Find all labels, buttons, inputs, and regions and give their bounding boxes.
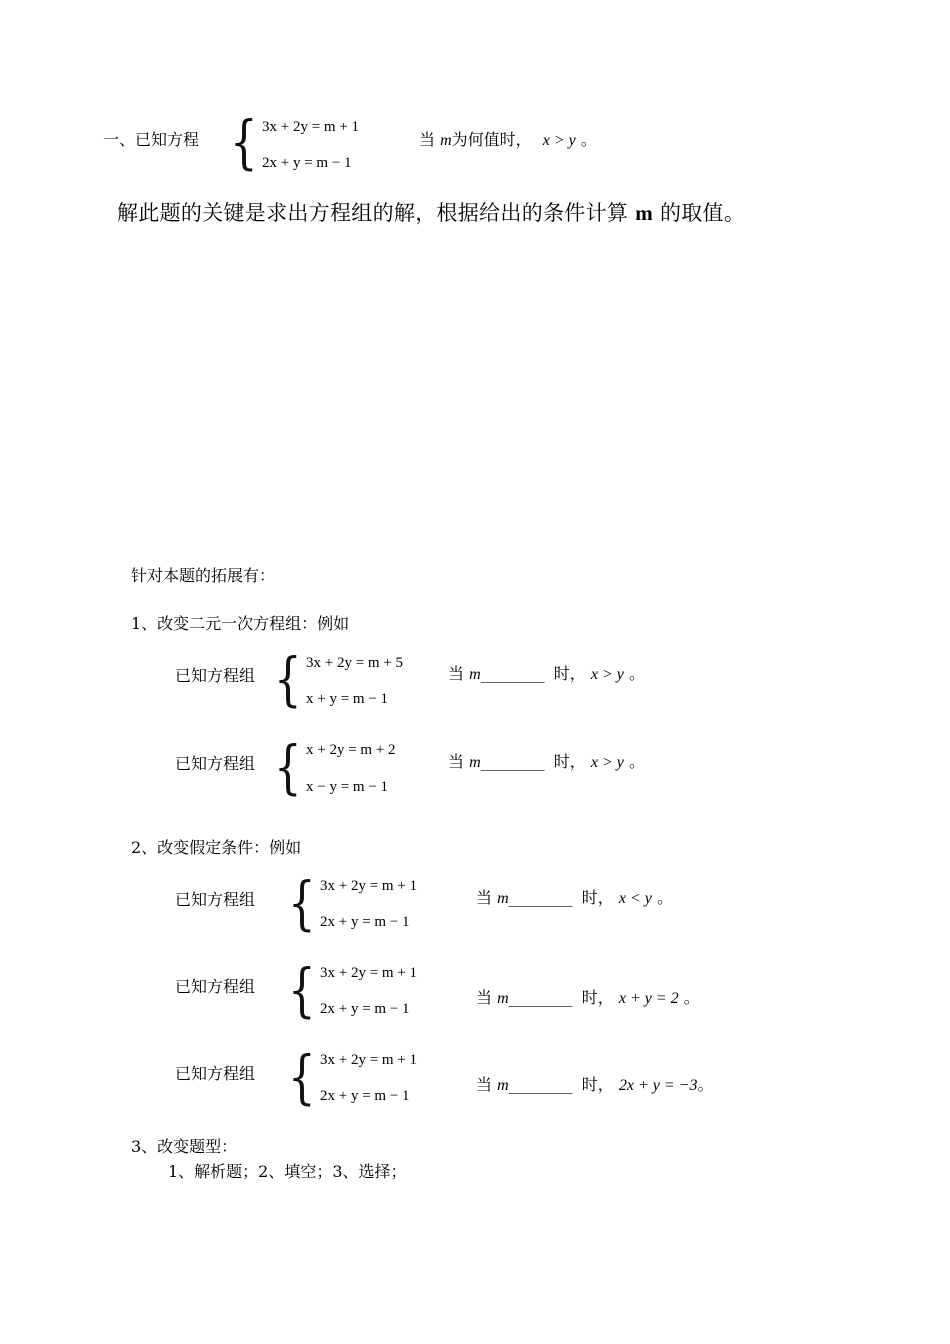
- item-label: 已知方程组: [175, 754, 256, 773]
- item-equation-1: 3x + 2y = m + 1: [320, 1052, 418, 1068]
- item-question: [476, 1075, 713, 1096]
- end-mark: 。: [628, 664, 645, 683]
- item-condition: x + y = 2: [618, 990, 679, 1007]
- item-label: 已知方程组: [175, 666, 256, 685]
- end-mark: 。: [697, 1075, 714, 1094]
- left-brace-icon: {: [230, 108, 258, 176]
- item-equation-2: 2x + y = m − 1: [320, 1088, 410, 1104]
- section-3-title: 3、改变题型：: [131, 1137, 238, 1156]
- item-equation-1: 3x + 2y = m + 1: [320, 965, 418, 981]
- item-question: [476, 988, 700, 1009]
- item-equation-1: x + 2y = m + 2: [306, 742, 396, 758]
- item-equation-2: 2x + y = m − 1: [320, 914, 410, 930]
- item-question: [476, 888, 673, 909]
- when-prefix: 当: [448, 752, 465, 771]
- answer-blank: ________: [480, 664, 545, 683]
- answer-blank: ________: [508, 988, 573, 1007]
- answer-blank: ________: [508, 1075, 573, 1094]
- problem-equation-1: 3x + 2y = m + 1: [262, 119, 360, 135]
- item-condition: 2x + y = −3: [618, 1077, 698, 1094]
- when-prefix: 当: [448, 664, 465, 683]
- when-prefix: 当: [419, 130, 436, 149]
- item-condition: x > y: [590, 754, 624, 771]
- variable-m: m: [497, 990, 509, 1007]
- time-word: 时，: [581, 988, 614, 1007]
- time-word: 时，: [553, 664, 586, 683]
- hint-bold-m: m: [635, 201, 653, 225]
- item-question: [448, 752, 645, 773]
- hint-part-2: 的取值。: [652, 201, 746, 225]
- end-mark: 。: [683, 988, 700, 1007]
- time-word: 时，: [581, 1075, 614, 1094]
- item-equation-2: 2x + y = m − 1: [320, 1001, 410, 1017]
- left-brace-icon: {: [288, 869, 316, 937]
- item-condition: x < y: [618, 890, 652, 907]
- when-prefix: 当: [476, 988, 493, 1007]
- when-prefix: 当: [476, 1075, 493, 1094]
- item-question: [448, 664, 645, 685]
- section-2-title: 2、改变假定条件：例如: [131, 838, 302, 857]
- end-mark: 。: [656, 888, 673, 907]
- time-word: 时，: [553, 752, 586, 771]
- hint-text: [117, 200, 745, 226]
- when-suffix: 为何值时，: [451, 130, 532, 149]
- item-label: 已知方程组: [175, 977, 256, 996]
- item-equation-2: x + y = m − 1: [306, 691, 389, 707]
- problem-question: [419, 130, 597, 151]
- left-brace-icon: {: [288, 956, 316, 1024]
- extension-title: 针对本题的拓展有：: [131, 566, 276, 585]
- item-label: 已知方程组: [175, 1064, 256, 1083]
- variable-m: m: [497, 1077, 509, 1094]
- section-1-title: 1、改变二元一次方程组：例如: [131, 614, 350, 633]
- variable-m: m: [497, 890, 509, 907]
- problem-label: 一、已知方程: [103, 130, 200, 149]
- when-prefix: 当: [476, 888, 493, 907]
- variable-m: m: [469, 754, 481, 771]
- item-condition: x > y: [590, 666, 624, 683]
- problem-condition: x > y: [542, 132, 576, 149]
- answer-blank: ________: [480, 752, 545, 771]
- problem-equation-2: 2x + y = m − 1: [262, 155, 352, 171]
- section-3-body: 1、解析题；2、填空；3、选择；: [168, 1162, 407, 1181]
- variable-m: m: [440, 132, 452, 149]
- item-equation-2: x − y = m − 1: [306, 779, 389, 795]
- left-brace-icon: {: [288, 1043, 316, 1111]
- end-mark: 。: [628, 752, 645, 771]
- left-brace-icon: {: [274, 733, 302, 801]
- variable-m: m: [469, 666, 481, 683]
- time-word: 时，: [581, 888, 614, 907]
- item-equation-1: 3x + 2y = m + 1: [320, 878, 418, 894]
- hint-part-1: 解此题的关键是求出方程组的解，根据给出的条件计算: [117, 201, 636, 225]
- answer-blank: ________: [508, 888, 573, 907]
- item-label: 已知方程组: [175, 890, 256, 909]
- item-equation-1: 3x + 2y = m + 5: [306, 655, 404, 671]
- left-brace-icon: {: [274, 645, 302, 713]
- end-mark: 。: [580, 130, 597, 149]
